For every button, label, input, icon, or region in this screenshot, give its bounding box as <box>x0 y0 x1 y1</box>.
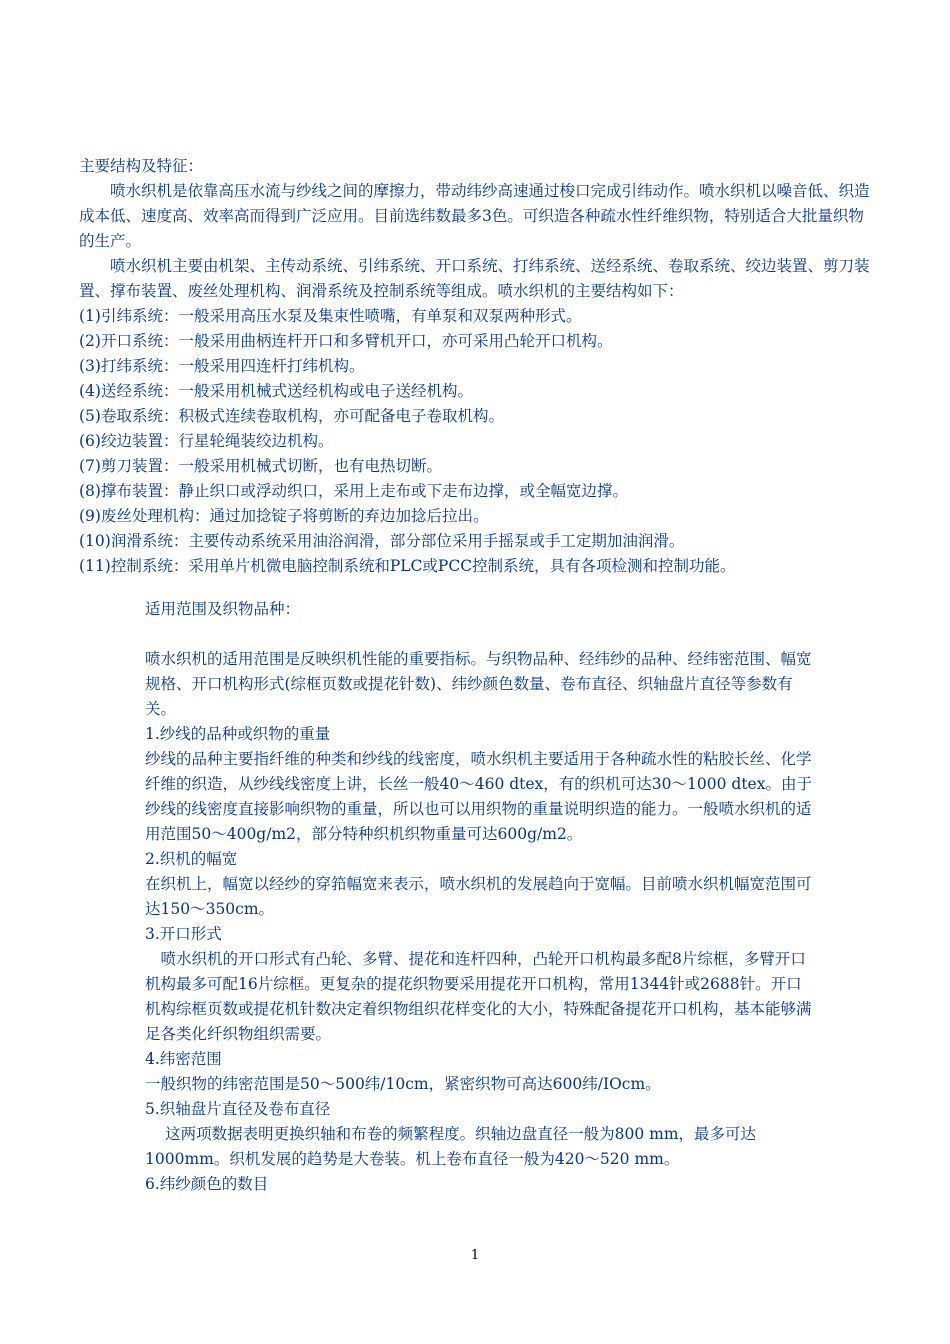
list-item: (3)打纬系统：一般采用四连杆打纬机构。 <box>79 357 365 375</box>
list-item: (9)废丝处理机构：通过加捻锭子将剪断的弃边加捻后拉出。 <box>79 507 489 525</box>
paragraph-width: 在织机上，幅宽以经纱的穿筘幅宽来表示，喷水织机的发展趋向于宽幅。目前喷水织机幅宽范围可达150～350cm。 <box>145 875 812 918</box>
section-heading-structure: 主要结构及特征： <box>79 157 204 175</box>
paragraph-beam-diameter: 这两项数据表明更换织轴和布卷的频繁程度。织轴边盘直径一般为800 mm，最多可达1000mm。织机发展的趋势是大卷装。机上卷布直径一般为420～520 mm。 <box>145 1125 757 1168</box>
list-item: (1)引纬系统：一般采用高压水泵及集束性喷嘴，有单泵和双泵两种形式。 <box>79 307 582 325</box>
page-number: 1 <box>470 1248 480 1263</box>
subheading-yarn: 1.纱线的品种或织物的重量 <box>145 725 331 743</box>
paragraph-principle: 喷水织机是依靠高压水流与纱线之间的摩擦力，带动纬纱高速通过梭口完成引纬动作。喷水织机以噪音低、织造成本低、速度高、效率高而得到广泛应用。目前选纬数最多3色。可织造各种疏水性纤维织物，特别适合大批量织物的生产。 <box>79 182 870 250</box>
list-item: (6)绞边装置：行星轮绳装绞边机构。 <box>79 432 334 450</box>
list-item: (2)开口系统：一般采用曲柄连杆开口和多臂机开口，亦可采用凸轮开口机构。 <box>79 332 613 350</box>
subheading-width: 2.织机的幅宽 <box>145 850 238 868</box>
list-item: (10)润滑系统：主要传动系统采用油浴润滑，部分部位采用手摇泵或手工定期加油润滑。 <box>79 532 685 550</box>
paragraph-scope-intro: 喷水织机的适用范围是反映织机性能的重要指标。与织物品种、经纬纱的品种、经纬密范围、幅宽规格、开口机构形式(综框页数或提花针数)、纬纱颜色数量、卷布直径、织轴盘片直径等参数有关。 <box>145 650 812 718</box>
paragraph-composition: 喷水织机主要由机架、主传动系统、引纬系统、开口系统、打纬系统、送经系统、卷取系统、绞边装置、剪刀装置、撑布装置、废丝处理机构、润滑系统及控制系统等组成。喷水织机的主要结构如下： <box>79 257 870 300</box>
list-item: (11)控制系统：采用单片机微电脑控制系统和PLC或PCC控制系统，具有各项检测和控制功能。 <box>79 557 736 575</box>
paragraph-shedding: 喷水织机的开口形式有凸轮、多臂、提花和连杆四种，凸轮开口机构最多配8片综框，多臂开口机构最多可配16片综框。更复杂的提花织物要采用提花开口机构，常用1344针或2688针。开口机构综框页数或提花机针数决定着织物组织花样变化的大小，特殊配备提花开口机构，基本能够满足各类化纤织物组织需要。 <box>145 950 812 1043</box>
section-heading-scope: 适用范围及织物品种： <box>145 600 301 618</box>
list-item: (5)卷取系统：积极式连续卷取机构，亦可配备电子卷取机构。 <box>79 407 504 425</box>
list-item: (8)撑布装置：静止织口或浮动织口，采用上走布或下走布边撑，或全幅宽边撑。 <box>79 482 628 500</box>
list-item: (4)送经系统：一般采用机械式送经机构或电子送经机构。 <box>79 382 473 400</box>
section-scope <box>145 597 813 1197</box>
list-item: (7)剪刀装置：一般采用机械式切断，也有电热切断。 <box>79 457 442 475</box>
subheading-shedding: 3.开口形式 <box>145 925 222 943</box>
paragraph-weft-density: 一般织物的纬密范围是50～500纬/10cm，紧密织物可高达600纬/IOcm。 <box>145 1075 661 1093</box>
paragraph-yarn: 纱线的品种主要指纤维的种类和纱线的线密度，喷水织机主要适用于各种疏水性的粘胶长丝、化学纤维的织造，从纱线线密度上讲，长丝一般40～460 dtex，有的织机可达30～1000 dtex。由于纱线的线密度直接影响织物的重量，所以也可以用织物的重量说明织造的能力。一般喷水织机的适用范围50～400g/m2，部分特种织机织物重量可达600g/m2。 <box>145 750 812 843</box>
section-structure <box>79 154 879 579</box>
subheading-weft-density: 4.纬密范围 <box>145 1050 222 1068</box>
subheading-beam-diameter: 5.织轴盘片直径及卷布直径 <box>145 1100 331 1118</box>
subheading-weft-colors: 6.纬纱颜色的数目 <box>145 1175 269 1193</box>
